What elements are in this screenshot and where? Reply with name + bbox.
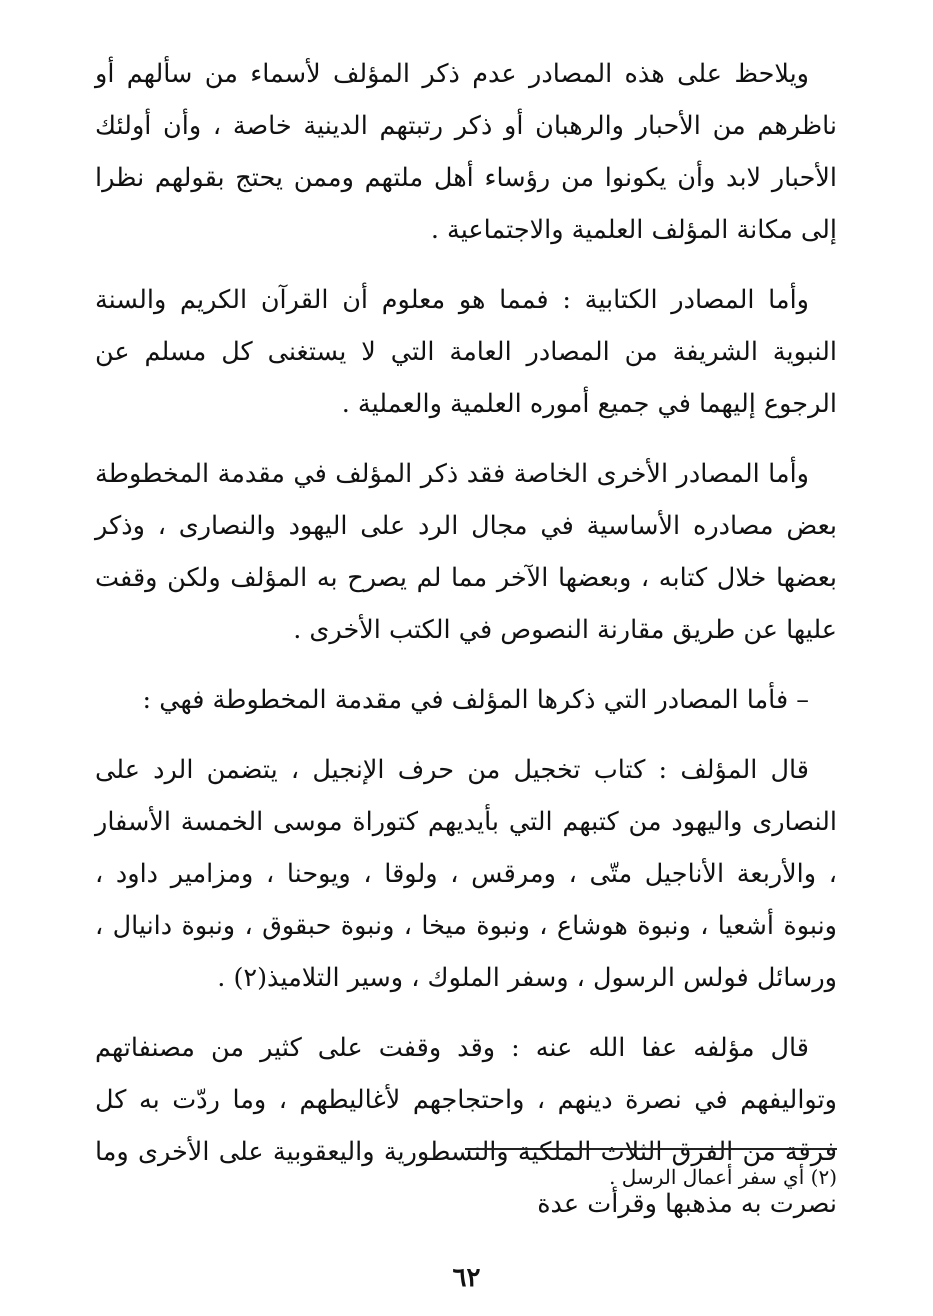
paragraph-author-statement: قال مؤلفه عفا الله عنه : وقد وقفت على كثير من مصنفاتهم وتواليفهم في نصرة دينهم ، واحتجاجهم لأغاليطهم ، وما ردّت به كل فرقة من الفرق الثلاث الملكية والنسطورية واليعقوبية على الأخرى وما نصرت به مذهبها وقرأت عدة	[95, 1033, 837, 1219]
footnote: (٢) أي سفر أعمال الرسل .	[609, 1165, 837, 1189]
paragraph-other-sources: وأما المصادر الأخرى الخاصة فقد ذكر المؤلف في مقدمة المخطوطة بعض مصادره الأساسية في مجال الرد على اليهود والنصارى ، وذكر بعضها خلال كتابه ، وبعضها الآخر مما لم يصرح به المؤلف ولكن وقفت عليها عن طريق مقارنة النصوص في الكتب الأخرى .	[95, 459, 837, 645]
footnote-divider	[465, 1148, 837, 1150]
main-text	[95, 48, 837, 1248]
paragraph-author-quote: قال المؤلف : كتاب تخجيل من حرف الإنجيل ، يتضمن الرد على النصارى واليهود من كتبهم التي بأيديهم كتوراة موسى الخمسة الأسفار ، والأربعة الأناجيل متّى ، ومرقس ، ولوقا ، ويوحنا ، ومزامير داود ، ونبوة أشعيا ، ونبوة هوشاع ، ونبوة ميخا ، ونبوة حبقوق ، ونبوة دانيال ، ورسائل فولس الرسول ، وسفر الملوك ، وسير التلاميذ(٢) .	[95, 755, 837, 993]
paragraph-manuscript-intro-sources: – فأما المصادر التي ذكرها المؤلف في مقدمة المخطوطة فهي :	[142, 685, 809, 715]
paragraph-sources-remark: ويلاحظ على هذه المصادر عدم ذكر المؤلف لأسماء من سألهم أو ناظرهم من الأحبار والرهبان أو ذكر رتبتهم الدينية خاصة ، وأن أولئك الأحبار لابد وأن يكونوا من رؤساء أهل ملتهم وممن يحتج بقولهم نظرا إلى مكانة المؤلف العلمية والاجتماعية .	[95, 59, 837, 245]
paragraph-written-sources: وأما المصادر الكتابية : فمما هو معلوم أن القرآن الكريم والسنة النبوية الشريفة من المصادر العامة التي لا يستغنى كل مسلم عن الرجوع إليهما في جميع أموره العلمية والعملية .	[95, 285, 837, 419]
page-number: ٦٢	[452, 1263, 481, 1293]
